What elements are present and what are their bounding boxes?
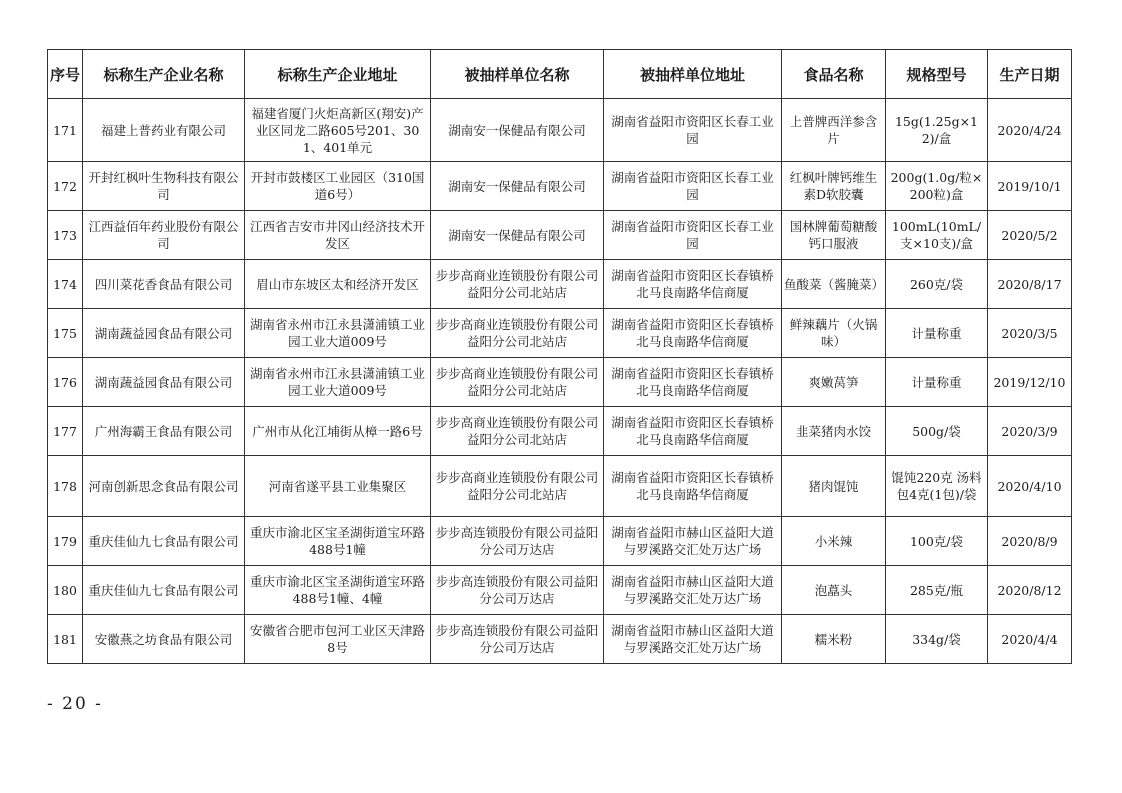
cell-serial-number: 175 [48, 309, 83, 358]
table-row [48, 566, 1072, 615]
cell-sampled-unit-address: 湖南省益阳市资阳区长春工业园 [604, 99, 782, 162]
cell-sampled-unit-address: 湖南省益阳市赫山区益阳大道与罗溪路交汇处万达广场 [604, 566, 782, 615]
cell-food-name: 猪肉馄饨 [782, 456, 886, 517]
cell-sampled-unit-name: 湖南安一保健品有限公司 [431, 211, 604, 260]
cell-serial-number: 179 [48, 517, 83, 566]
cell-food-name: 红枫叶牌钙维生素D软胶囊 [782, 162, 886, 211]
cell-sampled-unit-name: 步步高商业连锁股份有限公司益阳分公司北站店 [431, 358, 604, 407]
cell-manufacturer-name: 四川菜花香食品有限公司 [83, 260, 245, 309]
cell-sampled-unit-name: 湖南安一保健品有限公司 [431, 162, 604, 211]
cell-specification: 285克/瓶 [886, 566, 988, 615]
cell-serial-number: 178 [48, 456, 83, 517]
cell-production-date: 2020/8/12 [988, 566, 1072, 615]
cell-manufacturer-name: 湖南蔬益园食品有限公司 [83, 358, 245, 407]
cell-food-name: 小米辣 [782, 517, 886, 566]
header-food-name: 食品名称 [782, 50, 886, 99]
cell-sampled-unit-address: 湖南省益阳市资阳区长春工业园 [604, 211, 782, 260]
cell-manufacturer-name: 江西益佰年药业股份有限公司 [83, 211, 245, 260]
cell-manufacturer-address: 湖南省永州市江永县潇浦镇工业园工业大道009号 [245, 358, 431, 407]
cell-specification: 15g(1.25g×12)/盒 [886, 99, 988, 162]
cell-production-date: 2020/8/9 [988, 517, 1072, 566]
cell-manufacturer-address: 安徽省合肥市包河工业区天津路8号 [245, 615, 431, 664]
cell-sampled-unit-address: 湖南省益阳市赫山区益阳大道与罗溪路交汇处万达广场 [604, 517, 782, 566]
cell-sampled-unit-address: 湖南省益阳市资阳区长春镇桥北马良南路华信商厦 [604, 456, 782, 517]
cell-manufacturer-address: 眉山市东坡区太和经济开发区 [245, 260, 431, 309]
cell-sampled-unit-name: 步步高商业连锁股份有限公司益阳分公司北站店 [431, 407, 604, 456]
cell-specification: 计量称重 [886, 358, 988, 407]
cell-specification: 200g(1.0g/粒×200粒)盒 [886, 162, 988, 211]
cell-sampled-unit-address: 湖南省益阳市资阳区长春镇桥北马良南路华信商厦 [604, 407, 782, 456]
cell-food-name: 韭菜猪肉水饺 [782, 407, 886, 456]
cell-manufacturer-address: 重庆市渝北区宝圣湖街道宝环路488号1幢、4幢 [245, 566, 431, 615]
cell-manufacturer-name: 安徽燕之坊食品有限公司 [83, 615, 245, 664]
cell-sampled-unit-name: 步步高商业连锁股份有限公司益阳分公司北站店 [431, 260, 604, 309]
cell-serial-number: 174 [48, 260, 83, 309]
cell-production-date: 2019/12/10 [988, 358, 1072, 407]
cell-serial-number: 172 [48, 162, 83, 211]
cell-serial-number: 180 [48, 566, 83, 615]
cell-sampled-unit-name: 步步高连锁股份有限公司益阳分公司万达店 [431, 566, 604, 615]
cell-production-date: 2020/4/24 [988, 99, 1072, 162]
cell-manufacturer-name: 广州海霸王食品有限公司 [83, 407, 245, 456]
cell-manufacturer-address: 湖南省永州市江永县潇浦镇工业园工业大道009号 [245, 309, 431, 358]
cell-production-date: 2020/5/2 [988, 211, 1072, 260]
cell-food-name: 上普牌西洋参含片 [782, 99, 886, 162]
cell-manufacturer-address: 重庆市渝北区宝圣湖街道宝环路488号1幢 [245, 517, 431, 566]
cell-serial-number: 173 [48, 211, 83, 260]
sampling-results-table [47, 49, 1072, 664]
header-manufacturer-name: 标称生产企业名称 [83, 50, 245, 99]
table-row [48, 99, 1072, 162]
cell-food-name: 糯米粉 [782, 615, 886, 664]
cell-sampled-unit-name: 步步高商业连锁股份有限公司益阳分公司北站店 [431, 309, 604, 358]
cell-serial-number: 177 [48, 407, 83, 456]
cell-food-name: 鱼酸菜（酱腌菜） [782, 260, 886, 309]
cell-serial-number: 171 [48, 99, 83, 162]
header-specification: 规格型号 [886, 50, 988, 99]
header-serial-number: 序号 [48, 50, 83, 99]
cell-production-date: 2020/3/9 [988, 407, 1072, 456]
cell-manufacturer-address: 开封市鼓楼区工业园区（310国道6号） [245, 162, 431, 211]
header-production-date: 生产日期 [988, 50, 1072, 99]
table-row [48, 162, 1072, 211]
cell-food-name: 泡藠头 [782, 566, 886, 615]
cell-sampled-unit-address: 湖南省益阳市资阳区长春镇桥北马良南路华信商厦 [604, 309, 782, 358]
cell-specification: 334g/袋 [886, 615, 988, 664]
cell-production-date: 2020/4/4 [988, 615, 1072, 664]
cell-manufacturer-name: 湖南蔬益园食品有限公司 [83, 309, 245, 358]
cell-manufacturer-name: 开封红枫叶生物科技有限公司 [83, 162, 245, 211]
cell-sampled-unit-address: 湖南省益阳市资阳区长春镇桥北马良南路华信商厦 [604, 260, 782, 309]
cell-specification: 500g/袋 [886, 407, 988, 456]
table-row [48, 407, 1072, 456]
cell-food-name: 爽嫩莴笋 [782, 358, 886, 407]
cell-sampled-unit-name: 湖南安一保健品有限公司 [431, 99, 604, 162]
cell-specification: 100mL(10mL/支×10支)/盒 [886, 211, 988, 260]
cell-production-date: 2019/10/1 [988, 162, 1072, 211]
header-sampled-unit-name: 被抽样单位名称 [431, 50, 604, 99]
table-row [48, 456, 1072, 517]
table-row [48, 517, 1072, 566]
cell-manufacturer-name: 重庆佳仙九七食品有限公司 [83, 566, 245, 615]
cell-serial-number: 181 [48, 615, 83, 664]
cell-sampled-unit-address: 湖南省益阳市资阳区长春工业园 [604, 162, 782, 211]
cell-manufacturer-address: 福建省厦门火炬高新区(翔安)产业区同龙二路605号201、301、401单元 [245, 99, 431, 162]
table-row [48, 358, 1072, 407]
cell-production-date: 2020/3/5 [988, 309, 1072, 358]
cell-manufacturer-address: 河南省遂平县工业集聚区 [245, 456, 431, 517]
cell-sampled-unit-name: 步步高连锁股份有限公司益阳分公司万达店 [431, 615, 604, 664]
cell-sampled-unit-name: 步步高连锁股份有限公司益阳分公司万达店 [431, 517, 604, 566]
cell-sampled-unit-address: 湖南省益阳市赫山区益阳大道与罗溪路交汇处万达广场 [604, 615, 782, 664]
header-manufacturer-address: 标称生产企业地址 [245, 50, 431, 99]
cell-sampled-unit-address: 湖南省益阳市资阳区长春镇桥北马良南路华信商厦 [604, 358, 782, 407]
cell-manufacturer-name: 重庆佳仙九七食品有限公司 [83, 517, 245, 566]
cell-food-name: 鲜辣藕片（火锅味） [782, 309, 886, 358]
cell-specification: 馄饨220克 汤料包4克(1包)/袋 [886, 456, 988, 517]
cell-production-date: 2020/4/10 [988, 456, 1072, 517]
table-header-row [48, 50, 1072, 99]
cell-serial-number: 176 [48, 358, 83, 407]
cell-specification: 100克/袋 [886, 517, 988, 566]
table-row [48, 615, 1072, 664]
table-row [48, 260, 1072, 309]
page-number: - 20 - [47, 694, 103, 714]
cell-specification: 计量称重 [886, 309, 988, 358]
cell-manufacturer-name: 福建上普药业有限公司 [83, 99, 245, 162]
table-body [48, 99, 1072, 664]
cell-manufacturer-address: 广州市从化江埔街从樟一路6号 [245, 407, 431, 456]
cell-food-name: 国林牌葡萄糖酸钙口服液 [782, 211, 886, 260]
table-row [48, 309, 1072, 358]
cell-manufacturer-address: 江西省吉安市井冈山经济技术开发区 [245, 211, 431, 260]
table-row [48, 211, 1072, 260]
cell-sampled-unit-name: 步步高商业连锁股份有限公司益阳分公司北站店 [431, 456, 604, 517]
cell-manufacturer-name: 河南创新思念食品有限公司 [83, 456, 245, 517]
cell-production-date: 2020/8/17 [988, 260, 1072, 309]
cell-specification: 260克/袋 [886, 260, 988, 309]
header-sampled-unit-address: 被抽样单位地址 [604, 50, 782, 99]
